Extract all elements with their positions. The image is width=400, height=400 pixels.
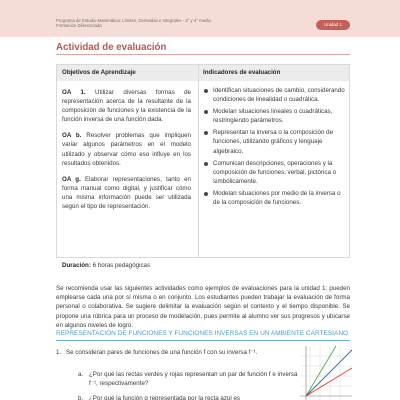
- title-divider: [56, 54, 350, 55]
- indicator-list: [203, 86, 347, 207]
- indicator-text: Modelan situaciones por medio de la inversa o de la composición de funciones.: [213, 189, 341, 207]
- header-objectives: Objetivos de Aprendizaje: [62, 69, 136, 76]
- table-header: [57, 65, 349, 81]
- bullet-icon: [204, 131, 208, 135]
- bullet-icon: [204, 89, 208, 93]
- objective-tag: OA 1.: [62, 89, 86, 96]
- indicator-item: [203, 86, 347, 104]
- indicator-item: [203, 159, 347, 186]
- objective-text: Utilizar diversas formas de representación acerca de la resultante de la composición de funciones y la existencia de la función inversa de una función dada.: [62, 89, 191, 124]
- subquestion-a-letter: a.: [78, 371, 84, 378]
- objective-item: [62, 88, 191, 124]
- indicators-column: [203, 86, 347, 210]
- function-graph: [300, 346, 352, 400]
- indicator-item: [203, 189, 347, 207]
- header-indicators: Indicadores de evaluación: [203, 69, 281, 76]
- bullet-icon: [204, 162, 208, 166]
- indicator-text: Modelan situaciones lineales o cuadráticas, restringiendo parámetros.: [213, 108, 333, 125]
- evaluation-table: [56, 64, 350, 258]
- bullet-icon: [204, 192, 208, 196]
- program-title: Programa de Estudio Matemática: Límites, Derivadas e Integrales - 3° y 4° medio: [56, 18, 211, 23]
- indicator-item: [203, 107, 347, 125]
- indicator-item: [203, 128, 347, 155]
- question-number: 1.: [56, 349, 62, 356]
- objective-tag: OA b.: [62, 132, 82, 140]
- objective-text: Resolver problemas que impliquen variar algunos parámetros en el modelo utilizado y observar cómo eso influye en los resultados obtenidos.: [62, 132, 191, 167]
- objective-item: [62, 175, 191, 211]
- objective-tag: OA g.: [62, 175, 81, 183]
- objectives-column: [62, 88, 191, 218]
- program-header: [56, 18, 211, 29]
- section-divider: [56, 340, 350, 341]
- program-subtitle: Formación Diferenciada: [56, 23, 102, 29]
- duration-line: [62, 262, 150, 269]
- red-function-line: [306, 368, 352, 396]
- subquestion-a-text: ¿Por qué las rectas verdes y rojas representan un par de función f e inversa f⁻¹, respectivamente?: [89, 371, 298, 387]
- subquestion-b-letter: b.: [78, 395, 84, 400]
- duration-label: Duración:: [62, 262, 91, 269]
- question-text: Se consideran pares de funciones de una función f con su inversa f⁻¹.: [66, 349, 258, 356]
- indicator-text: Representan la inversa o la composición de funciones, utilizando gráficos y lenguaje algebraico.: [213, 129, 334, 155]
- duration-value: 6 horas pedagógicas: [92, 262, 151, 269]
- objective-text: Elaborar representaciones, tanto en forma manual como digital, y justificar cómo una misma información puede ser utilizada según el tipo de representación.: [62, 175, 191, 211]
- indicator-text: Identifican situaciones de cambio, considerando condiciones de linealidad o cuadrática.: [213, 87, 345, 104]
- indicator-text: Comunican descripciones, operaciones y la composición de funciones, verbal, pictórica o simbólicamente.: [213, 159, 337, 185]
- page-title: Actividad de evaluación: [56, 42, 167, 53]
- objective-item: [62, 131, 191, 167]
- subquestion-b-text: ¿Por qué la función g representada por la recta azul es: [89, 395, 240, 400]
- unit-badge: Unidad 1: [316, 20, 350, 30]
- section-title: REPRESENTACIÓN DE FUNCIONES Y FUNCIONES INVERSAS EN UN AMBIENTE CARTESIANO: [56, 330, 349, 337]
- intro-paragraph: Se recomienda usar las siguientes actividades como ejemplos de evaluaciones para la unidad 1; pueden emplearse cada una por sí misma o en conjunto. Los estudiantes pueden trabajar la evaluación de forma personal o colaborativa. Se sugiere delimitar la evaluación según el contexto y el tiempo disponible. Se propone una rúbrica para un proceso de modelación, pues permite al alumno ver sus progresos y ubicarse en algunos niveles de logro.: [56, 285, 350, 329]
- column-divider: [198, 65, 199, 257]
- bullet-icon: [204, 110, 208, 114]
